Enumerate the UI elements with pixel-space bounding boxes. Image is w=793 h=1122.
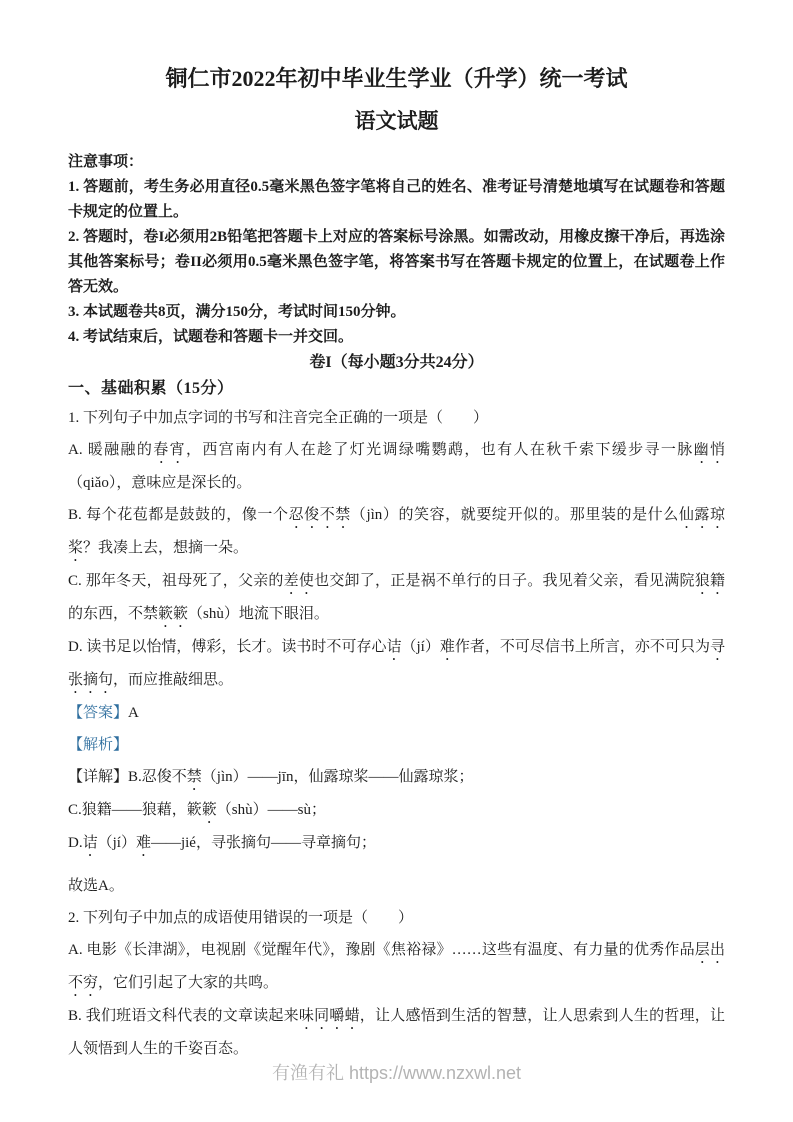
q2-stem: 2. 下列句子中加点的成语使用错误的一项是（ ）	[68, 910, 414, 926]
q1-analysis-label: 【解析】	[68, 737, 129, 753]
q1-conclusion: 故选A。	[68, 878, 124, 894]
question-2	[68, 902, 725, 1065]
notice-item-3: 3. 本试题卷共8页，满分150分，考试时间150分钟。	[68, 304, 406, 320]
notice-item-2: 2. 答题时，卷I必须用2B铅笔把答题卡上对应的答案标号涂黑。如需改动，用橡皮擦干净后，再选涂其他答案标号；卷II必须用0.5毫米黑色签字笔，将答案书写在答题卡规定的位置上，在试题卷上作答无效。	[68, 229, 725, 295]
q1-detail-line-3: D.诘（jí）难——jié，寻张摘句——寻章摘句；	[68, 835, 376, 851]
q2-option-a: A. 电影《长津湖》，电视剧《觉醒年代》，豫剧《焦裕禄》……这些有温度、有力量的优秀作品层出不穷，它们引起了大家的共鸣。	[68, 942, 725, 991]
q1-option-c: C. 那年冬天，祖母死了，父亲的差使也交卸了，正是祸不单行的日子。我见着父亲，看见满院狼籍的东西，不禁簌簌（shù）地流下眼泪。	[68, 573, 725, 622]
q2-option-b: B. 我们班语文科代表的文章读起来味同嚼蜡，让人感悟到生活的智慧，让人思索到人生的哲理，让人领悟到人生的千姿百态。	[68, 1008, 725, 1057]
notice-item-4: 4. 考试结束后，试题卷和答题卡一并交回。	[68, 329, 354, 345]
q1-detail-line-1: 【详解】B.忍俊不禁（jìn）——jīn，仙露琼桨——仙露琼浆；	[68, 769, 474, 785]
part-heading: 卷I（每小题3分共24分）	[309, 354, 484, 371]
q1-stem: 1. 下列句子中加点字词的书写和注音完全正确的一项是（ ）	[68, 410, 489, 426]
doc-subtitle: 语文试题	[354, 109, 439, 133]
q1-option-b: B. 每个花苞都是鼓鼓的，像一个忍俊不禁（jìn）的笑容，就要绽开似的。那里装的是什么仙露琼桨？我凑上去，想摘一朵。	[68, 507, 725, 556]
doc-title: 铜仁市2022年初中毕业生学业（升学）统一考试	[165, 66, 628, 91]
section-heading: 一、基础积累（15分）	[68, 380, 234, 397]
q1-detail-line-2: C.狼籍——狼藉，簌簌（shù）——sù；	[68, 802, 326, 818]
q1-option-a: A. 暖融融的春宵，西宫南内有人在趁了灯光调绿嘴鹦鹉，也有人在秋千索下缓步寻一脉幽悄（qiǎo），意味应是深长的。	[68, 442, 725, 491]
notice-section	[68, 150, 725, 350]
q1-option-d: D. 读书足以怡情，傅彩，长才。读书时不可存心诘（jí）难作者，不可尽信书上所言，亦不可只为寻张摘句，而应推敲细思。	[68, 639, 725, 688]
q1-answer-line: 【答案】A	[68, 705, 139, 721]
footer-watermark: 有渔有礼 https://www.nzxwl.net	[271, 1063, 522, 1083]
question-1	[68, 402, 725, 902]
notice-item-1: 1. 答题前，考生务必用直径0.5毫米黑色签字笔将自己的姓名、准考证号清楚地填写在试题卷和答题卡规定的位置上。	[68, 179, 725, 220]
notice-heading: 注意事项：	[68, 154, 144, 170]
